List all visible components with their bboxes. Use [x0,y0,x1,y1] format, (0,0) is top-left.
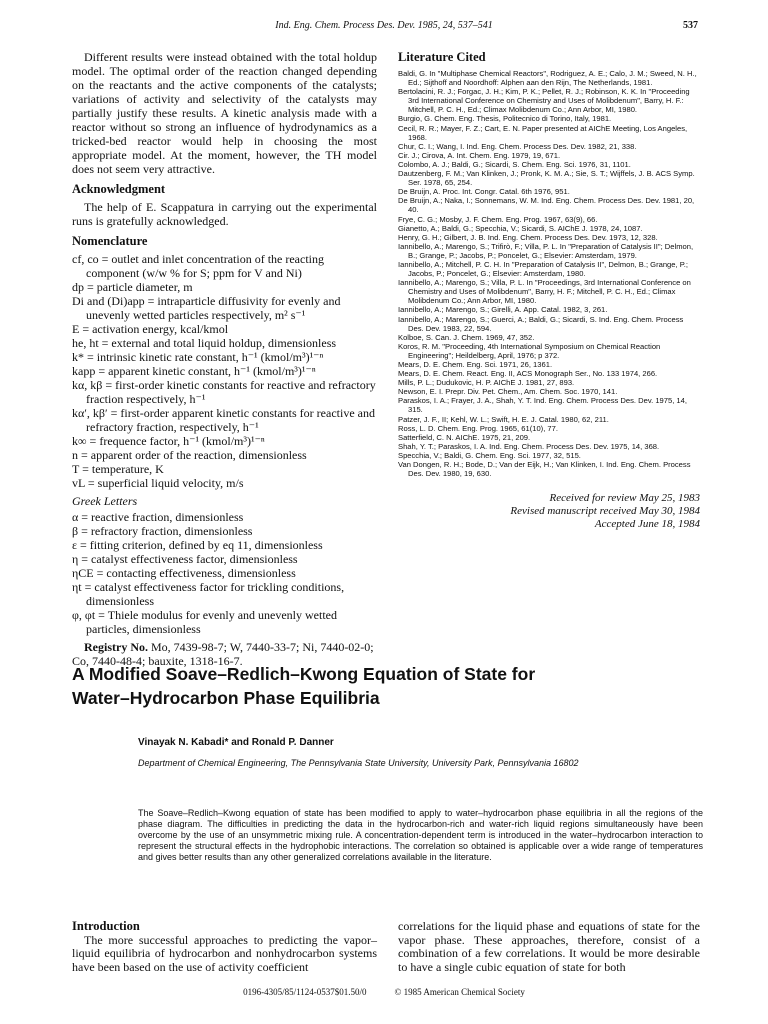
revised-date: Revised manuscript received May 30, 1984 [510,505,700,518]
article-authors: Vinayak N. Kabadi* and Ronald P. Danner [138,737,334,748]
reference-item: Colombo, A. J.; Baldi, G.; Sicardi, S. Chem. Eng. Sci. 1976, 31, 1101. [398,159,631,169]
reference-item: Burgio, G. Chem. Eng. Thesis, Politecnico di Torino, Italy, 1981. [398,114,612,124]
reference-item: Mills, P. L.; Dudukovic, H. P. AIChE J. 1981, 27, 893. [398,378,575,388]
reference-item: Shah, Y. T.; Paraskos, I. A. Ind. Eng. Chem. Process Des. Dev. 1975, 14, 368. [398,441,660,451]
acknowledgment-text: The help of E. Scappatura in carrying out the experimental runs is gratefully acknowledged. [72,200,377,228]
article-title-line: Water–Hydrocarbon Phase Equilibria [72,688,380,708]
author-affiliation: Department of Chemical Engineering, The Pennsylvania State University, University Park, Pennsylvania 16802 [138,758,579,768]
registry-text: Mo, 7439-98-7; W, 7440-33-7; Ni, 7440-02-0; Co, 7440-48-4; bauxite, 1318-16-7. [72,640,374,668]
nomenclature-item: vL = superficial liquid velocity, m/s [72,476,244,490]
intro-left-column [72,920,377,974]
greek-item: α = reactive fraction, dimensionless [72,510,244,524]
registry-label: Registry No. [84,640,148,654]
reference-item: Chur, C. I.; Wang, I. Ind. Eng. Chem. Process Des. Dev. 1982, 21, 338. [398,141,637,151]
running-header [0,20,768,36]
nomenclature-item: k* = intrinsic kinetic rate constant, h⁻¹ (kmol/m³)¹⁻ⁿ [72,350,324,364]
nomenclature-item: kapp = apparent kinetic constant, h⁻¹ (kmol/m³)¹⁻ⁿ [72,364,316,378]
nomenclature-item: k∞ = frequence factor, h⁻¹ (kmol/m³)¹⁻ⁿ [72,434,265,448]
reference-item: Mears, D. E. Chem. Eng. Sci. 1971, 26, 1361. [398,360,553,369]
intro-paragraph-continued: correlations for the liquid phase and equations of state for the vapor phase. These approaches, therefore, consist of a combination of a few correlations. It would be more desirable to have a single cubic equation of state for both [398,919,700,974]
reference-item: Cir. J.; Cirova, A. Int. Chem. Eng. 1979, 19, 671. [398,150,561,160]
reference-item: Bertolacini, R. J.; Forgac, J. H.; Kim, P. K.; Pellet, R. J.; Robinson, K. K. In "Proceeding 3rd International Conference on Chemistry and Uses of Molibdenum", Barry, H. F.: Mitchell, P. C. H., Ed.; Climax Molibdenum Co.; Ann Arbor, MI, 1980. [398,87,690,115]
reference-item: Baldi, G. In "Multiphase Chemical Reactors", Rodriguez, A. E.; Calo, J. M.; Sweed, N. H., Ed.; Sijthoff and Noordhoff: Alphen aan den Rijn, The Netherlands, 1981. [398,69,697,88]
page-footer [0,987,768,997]
conclusion-paragraph: Different results were instead obtained with the total holdup model. The optimal order of the reaction changed depending on the reactants and the active components of the catalysts; variations of activity and selectivity of the catalysts may partially justify these results. A kinetic analysis made with a reactor without so strong an influence of hydrodynamics as a tricked-bed reactor would help in choosing the most appropriate model. At the moment, however, the TH model does not seem very attractive. [72,50,377,176]
reference-item: Ross, L. D. Chem. Eng. Prog. 1965, 61(10), 77. [398,423,558,433]
greek-item: ηCE = contacting effectiveness, dimensionless [72,566,296,580]
greek-letters-heading: Greek Letters [72,494,138,508]
reference-item: Iannibello, A.; Marengo, S.; Villa, P. L. In "Proceedings, 3rd International Conference on Chemistry and Uses of Molibdenum", Barry, H. F.; Mitchell, P. C. H., Ed.; Climax Molibdenum Co.; Ann Arbor, MI, 1980. [398,278,691,306]
reference-item: Paraskos, I. A.; Frayer, J. A., Shah, Y. T. Ind. Eng. Chem. Process Des. Dev. 1975, 14, 315. [398,396,687,415]
reference-item: Iannibello, A.; Mitchell, P. C. H. In "Preparation of Catalysis II", Delmon, B.; Grange, P.; Jacobs, P.; Poncelet, G.; Elsevier: Amsterdam, 1980. [398,259,689,279]
received-date: Received for review May 25, 1983 [549,492,700,505]
reference-item: Dautzenberg, F. M.; Van Klinken, J.; Pronk, K. M. A.; Sie, S. T.; Wijffels, J. B. ACS Symp. Ser. 1978, 65, 254. [398,169,695,188]
reference-item: Patzer, J. F., II; Kehl, W. L.; Swift, H. E. J. Catal. 1980, 62, 211. [398,414,609,424]
reference-item: De Bruijn, A. Proc. Int. Congr. Catal. 6th 1976, 951. [398,187,570,197]
greek-item: β = refractory fraction, dimensionless [72,524,253,538]
review-dates [398,492,700,531]
article-title [72,662,692,710]
article-code: 0196-4305/85/1124-0537$01.50/0 [243,987,367,997]
page-number: 537 [683,20,698,31]
reference-item: Cecil, R. R.; Mayer, F. Z.; Cart, E. N. Paper presented at AIChE Meeting, Los Angeles, 1968. [398,123,688,142]
nomenclature-item: Di and (Di)app = intraparticle diffusivity for evenly and unevenly wetted particles respectively, m² s⁻¹ [72,294,341,322]
reference-item: Mears, D. E. Chem. React. Eng. II, ACS Monograph Ser., No. 133 1974, 266. [398,369,658,379]
reference-item: Gianetto, A.; Baldi, G.; Specchia, V.; Sicardi, S. AIChE J. 1978, 24, 1087. [398,223,643,233]
reference-item: Satterfield, C. N. AIChE. 1975, 21, 209. [398,432,531,442]
greek-item: φ, φt = Thiele modulus for evenly and unevenly wetted particles, dimensionless [72,608,338,636]
reference-item: Specchia, V.; Baldi, G. Chem. Eng. Sci. 1977, 32, 515. [398,450,581,460]
reference-item: Koros, R. M. "Proceeding, 4th International Symposium on Chemical Reaction Engineering"; Heildelberg, April, 1976; p 372. [398,341,661,360]
journal-citation: Ind. Eng. Chem. Process Des. Dev. 1985, 24, 537–541 [275,20,493,31]
nomenclature-item: kα′, kβ′ = first-order apparent kinetic constants for reactive and refractory fraction, respectively, h⁻¹ [72,406,375,434]
acknowledgment-heading: Acknowledgment [72,182,166,196]
copyright: © 1985 American Chemical Society [394,987,525,997]
reference-item: Frye, C. G.; Mosby, J. F. Chem. Eng. Prog. 1967, 63(9), 66. [398,214,598,224]
reference-item: De Bruijn, A.; Naka, I.; Sonnemans, W. M. Ind. Eng. Chem. Process Des. Dev. 1981, 20, 40. [398,196,695,215]
nomenclature-item: T = temperature, K [72,462,164,476]
reference-item: Iannibello, A.; Marengo, S.; Guerci, A.; Baldi, G.; Sicardi, S. Ind. Eng. Chem. Process Des. Dev. 1983, 22, 594. [398,314,684,333]
intro-right-column [398,920,700,974]
article-title-line: A Modified Soave–Redlich–Kwong Equation of State for [72,664,536,684]
reference-list [398,69,700,478]
greek-letters-list [72,510,377,636]
nomenclature-item: E = activation energy, kcal/kmol [72,322,229,336]
greek-item: ε = fitting criterion, defined by eq 11, dimensionless [72,538,323,552]
literature-cited-heading: Literature Cited [398,50,486,64]
nomenclature-item: kα, kβ = first-order kinetic constants for reactive and refractory fraction respectively, h⁻¹ [72,378,376,406]
left-column [72,50,377,668]
nomenclature-item: dp = particle diameter, m [72,280,193,294]
reference-item: Iannibello, A.; Marengo, S.; Girelli, A. App. Catal. 1982, 3, 261. [398,305,608,315]
greek-item: ηt = catalyst effectiveness factor for trickling conditions, dimensionless [72,580,345,608]
accepted-date: Accepted June 18, 1984 [594,518,700,531]
introduction-heading: Introduction [72,919,140,933]
nomenclature-heading: Nomenclature [72,234,148,248]
nomenclature-list [72,252,377,490]
reference-item: Iannibello, A.; Marengo, S.; Trifirò, F.; Villa, P. L. In "Preparation of Catalysis II"; Delmon, B.; Grange, P.; Jacobs, P.; Poncelet, G.; Elsevier: Amsterdam, 1979. [398,241,694,260]
nomenclature-item: n = apparent order of the reaction, dimensionless [72,448,307,462]
reference-item: Van Dongen, R. H.; Bode, D.; Van der Eijk, H.; Van Klinken, I. Ind. Eng. Chem. Process Des. Dev. 1980, 19, 630. [398,460,691,479]
reference-item: Newson, E. I. Prepr. Div. Pet. Chem., Am. Chem. Soc. 1970, 141. [398,387,618,397]
reference-item: Kolboe, S. Can. J. Chem. 1969, 47, 352. [398,332,535,342]
greek-item: η = catalyst effectiveness factor, dimensionless [72,552,298,566]
article-abstract: The Soave–Redlich–Kwong equation of state has been modified to apply to water–hydrocarbon phase equilibria in all the regions of the phase diagram. The difficulties in predicting the data in the hydrocarbon-rich and water-rich liquid regions simultaneously have been overcome by the use of an unsymmetric mixing rule. A concentration-dependent term is introduced in the water–hydrocarbon interaction to represent the structural effects in the hydrophobic interactions. The correlation so obtained is applicable over a wide range of temperatures and gives better results than any other generalized correlations available in the literature. [138,808,703,862]
right-column [398,50,700,531]
nomenclature-item: cf, co = outlet and inlet concentration of the reacting component (w/w % for S; ppm for V and Ni) [72,252,324,280]
reference-item: Henry, G. H.; Gilbert, J. B. Ind. Eng. Chem. Process Des. Dev. 1973, 12, 328. [398,232,658,242]
nomenclature-item: he, ht = external and total liquid holdup, dimensionless [72,336,337,350]
intro-paragraph: The more successful approaches to predicting the vapor–liquid equilibria of hydrocarbon and nonhydrocarbon systems have been based on the use of activity coefficient [72,932,377,974]
